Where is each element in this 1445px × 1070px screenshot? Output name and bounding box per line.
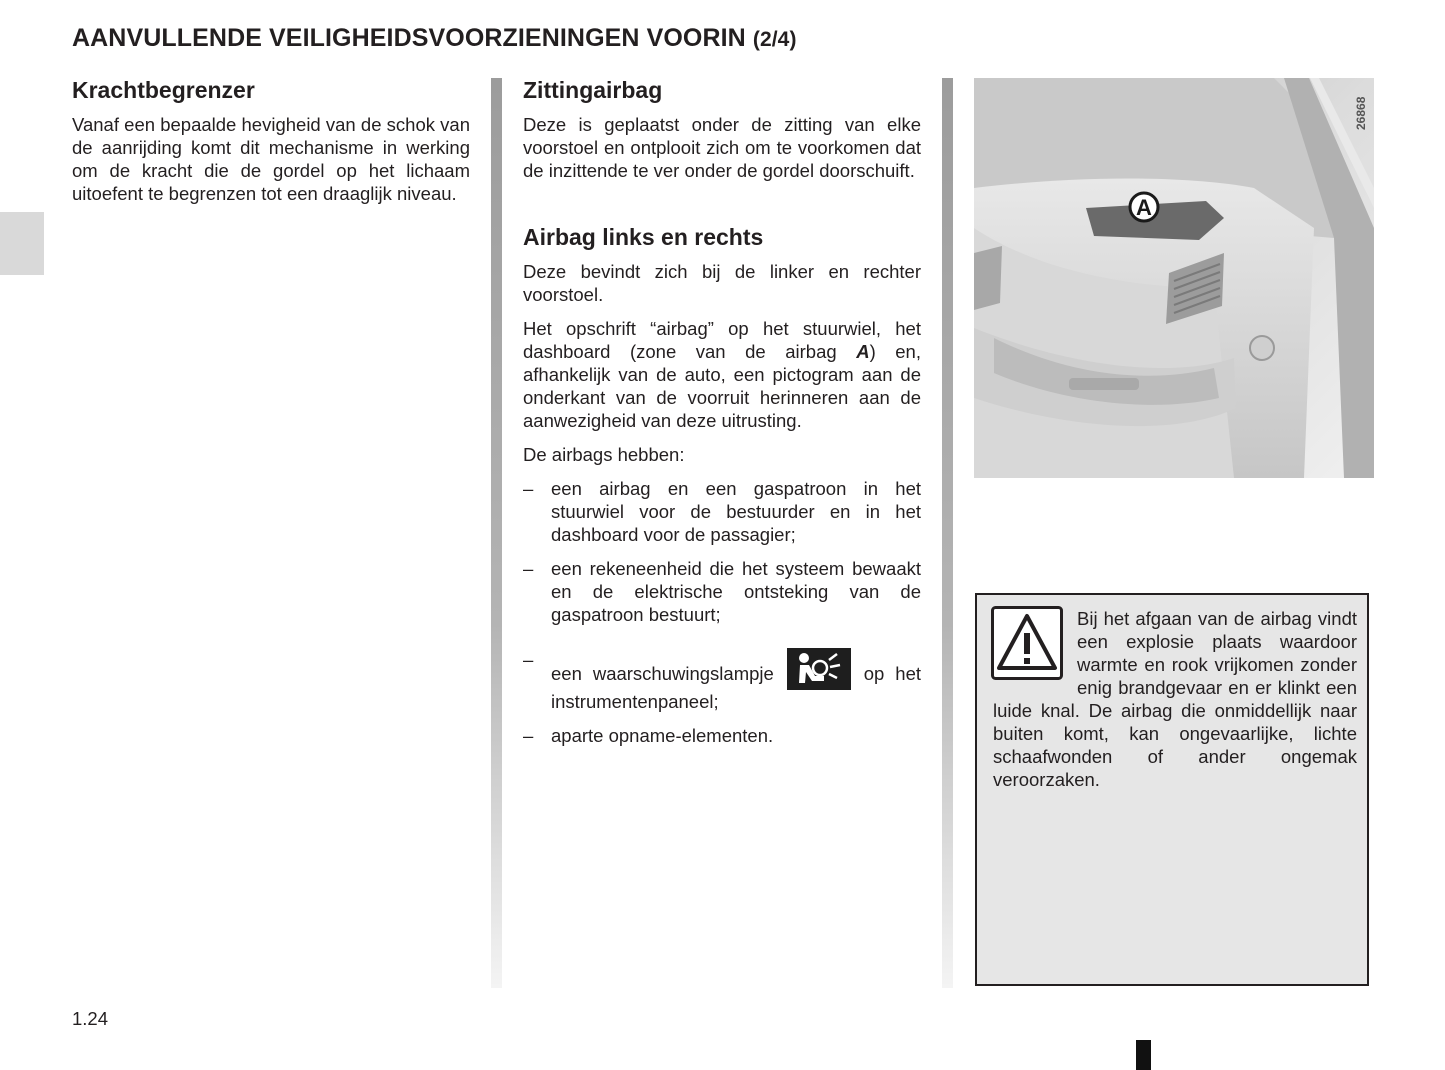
- airbag-list-intro: De airbags hebben:: [523, 444, 685, 465]
- page-number: 1.24: [72, 1008, 109, 1029]
- column-divider: [491, 78, 502, 988]
- list-item: – een waarschuwingslampje op het instrumentenpaneel;: [523, 649, 922, 712]
- force-limiter-heading: Krachtbegrenzer: [72, 77, 255, 103]
- dashboard-photo: [974, 78, 1374, 478]
- photo-reference-number: [1343, 90, 1379, 130]
- column-divider: [942, 78, 953, 988]
- warning-text: Bij het afgaan van de airbag vindt een explosie plaats waardoor warmte en rook vrijkomen zonder enig brandgevaar en er klinkt een luide knal. De airbag die onmiddellijk naar buiten komt, kan ongevaarlijke, lichte schaafwonden of ander ongemak veroorzaken.: [993, 608, 1357, 790]
- zone-a-label: A: [1136, 195, 1152, 220]
- list-item: – aparte opname-elementen.: [523, 725, 774, 746]
- airbag-component-list: [523, 477, 921, 747]
- column-force-limiter: [72, 76, 470, 216]
- page-marker: [1136, 1040, 1151, 1070]
- zone-a-reference: A: [856, 341, 870, 362]
- list-item: – een airbag en een gaspatroon in het stuurwiel voor de bestuurder en in het dashboard voor de passagier;: [523, 478, 921, 545]
- page-title-text: AANVULLENDE VEILIGHEIDSVOORZIENINGEN VOORIN: [72, 24, 746, 52]
- seat-airbag-heading: Zittingairbag: [523, 77, 663, 103]
- warning-box: [975, 593, 1369, 986]
- side-airbag-text: Deze bevindt zich bij de linker en rechter voorstoel.: [523, 261, 921, 305]
- page-title: [72, 24, 797, 53]
- svg-text:26868: 26868: [1354, 96, 1368, 130]
- airbag-label-text: Het opschrift “airbag” op het stuurwiel, het dashboard (zone van de airbag A) en, afhankelijk van de auto, een pictogram aan de onderkant van de voorruit herinneren aan de aanwezigheid van deze uitrusting.: [523, 318, 921, 431]
- seat-airbag-text: Deze is geplaatst onder de zitting van elke voorstoel en ontplooit zich om te voorkomen dat de inzittende te ver onder de gordel doorschuift.: [523, 114, 921, 181]
- list-item: – een rekeneenheid die het systeem bewaakt en de elektrische ontsteking van de gaspatroon bestuurt;: [523, 558, 921, 625]
- page-title-suffix: (2/4): [752, 28, 797, 51]
- column-airbags: [523, 76, 921, 758]
- force-limiter-text: Vanaf een bepaalde hevigheid van de schok van de aanrijding komt dit mechanisme in werking om de kracht die de gordel op het lichaam uitoefent te begrenzen tot een draaglijk niveau.: [72, 114, 470, 204]
- chapter-tab: [0, 212, 44, 275]
- airbag-warning-lamp-icon: [787, 648, 851, 690]
- side-airbag-heading: Airbag links en rechts: [523, 224, 764, 250]
- warning-triangle-icon: [991, 606, 1063, 680]
